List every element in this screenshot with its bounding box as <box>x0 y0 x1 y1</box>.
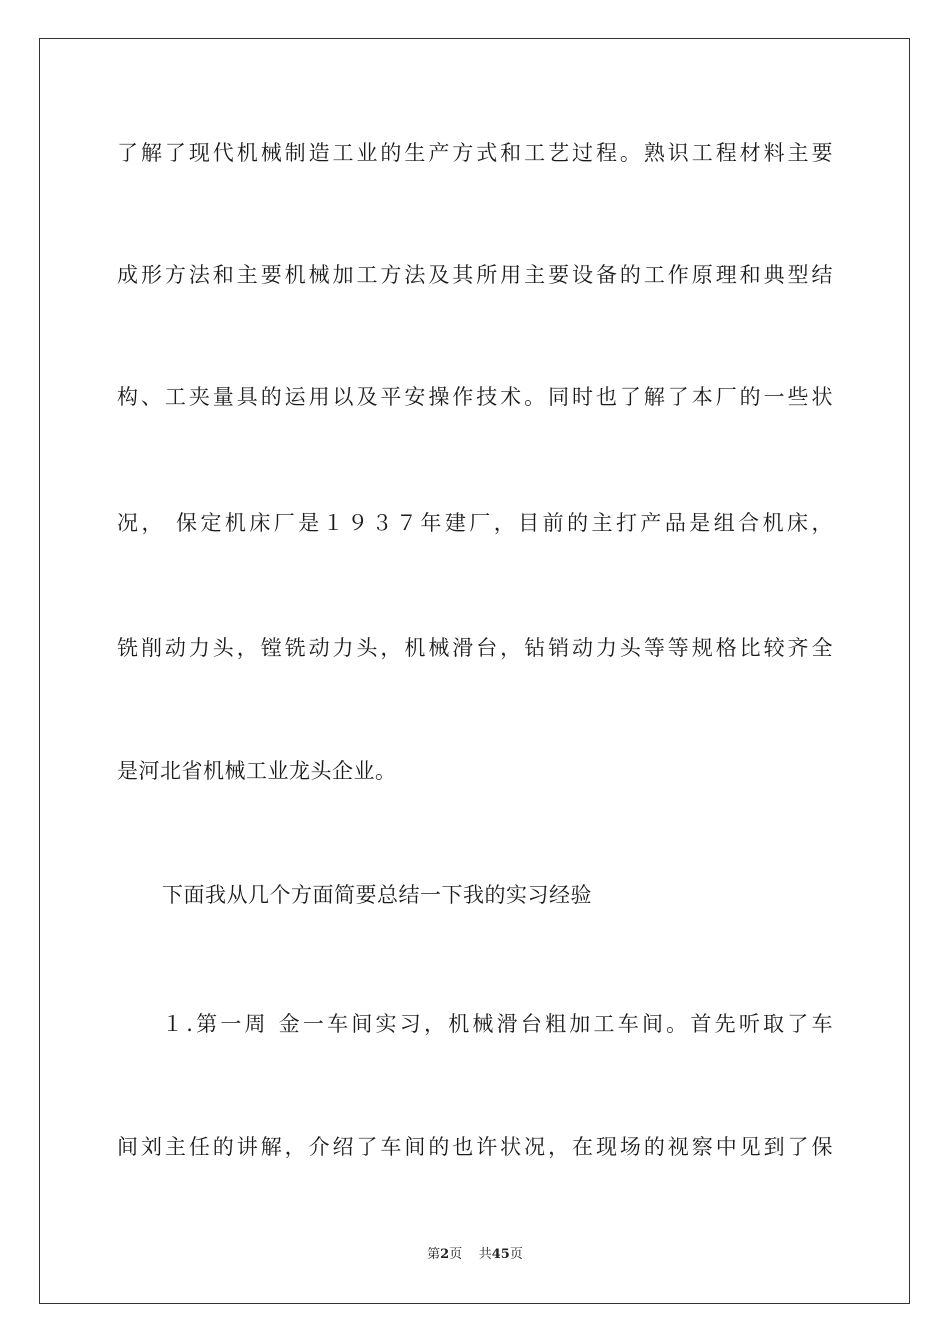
footer-total-pages: 45 <box>491 1247 510 1262</box>
text-line-3: 构、工夹量具的运用以及平安操作技术。同时也了解了本厂的一些状 <box>117 385 833 409</box>
page-footer <box>0 1246 950 1264</box>
text-line-6: 是河北省机械工业龙头企业。 <box>117 759 397 783</box>
footer-page-number: 2 <box>440 1247 450 1262</box>
text-line-5: 铣削动力头，镗铣动力头，机械滑台，钻销动力头等等规格比较齐全 <box>117 636 833 660</box>
text-line-9: 间刘主任的讲解，介绍了车间的也许状况，在现场的视察中见到了保 <box>117 1135 833 1159</box>
footer-total-suffix: 页 <box>509 1247 523 1262</box>
footer-page-prefix: 第 <box>427 1247 441 1262</box>
text-line-1: 了解了现代机械制造工业的生产方式和工艺过程。熟识工程材料主要 <box>117 141 833 165</box>
text-line-8: １.第一周 金一车间实习，机械滑台粗加工车间。首先听取了车 <box>162 1012 833 1036</box>
text-line-2: 成形方法和主要机械加工方法及其所用主要设备的工作原理和典型结 <box>117 263 833 287</box>
footer-page-suffix: 页 <box>449 1247 463 1262</box>
page-border <box>39 38 910 1304</box>
footer-total-prefix: 共 <box>478 1247 492 1262</box>
text-line-4: 况， 保定机床厂是１９３７年建厂，目前的主打产品是组合机床， <box>117 511 833 535</box>
section-intro-line: 下面我从几个方面简要总结一下我的实习经验 <box>162 883 592 907</box>
